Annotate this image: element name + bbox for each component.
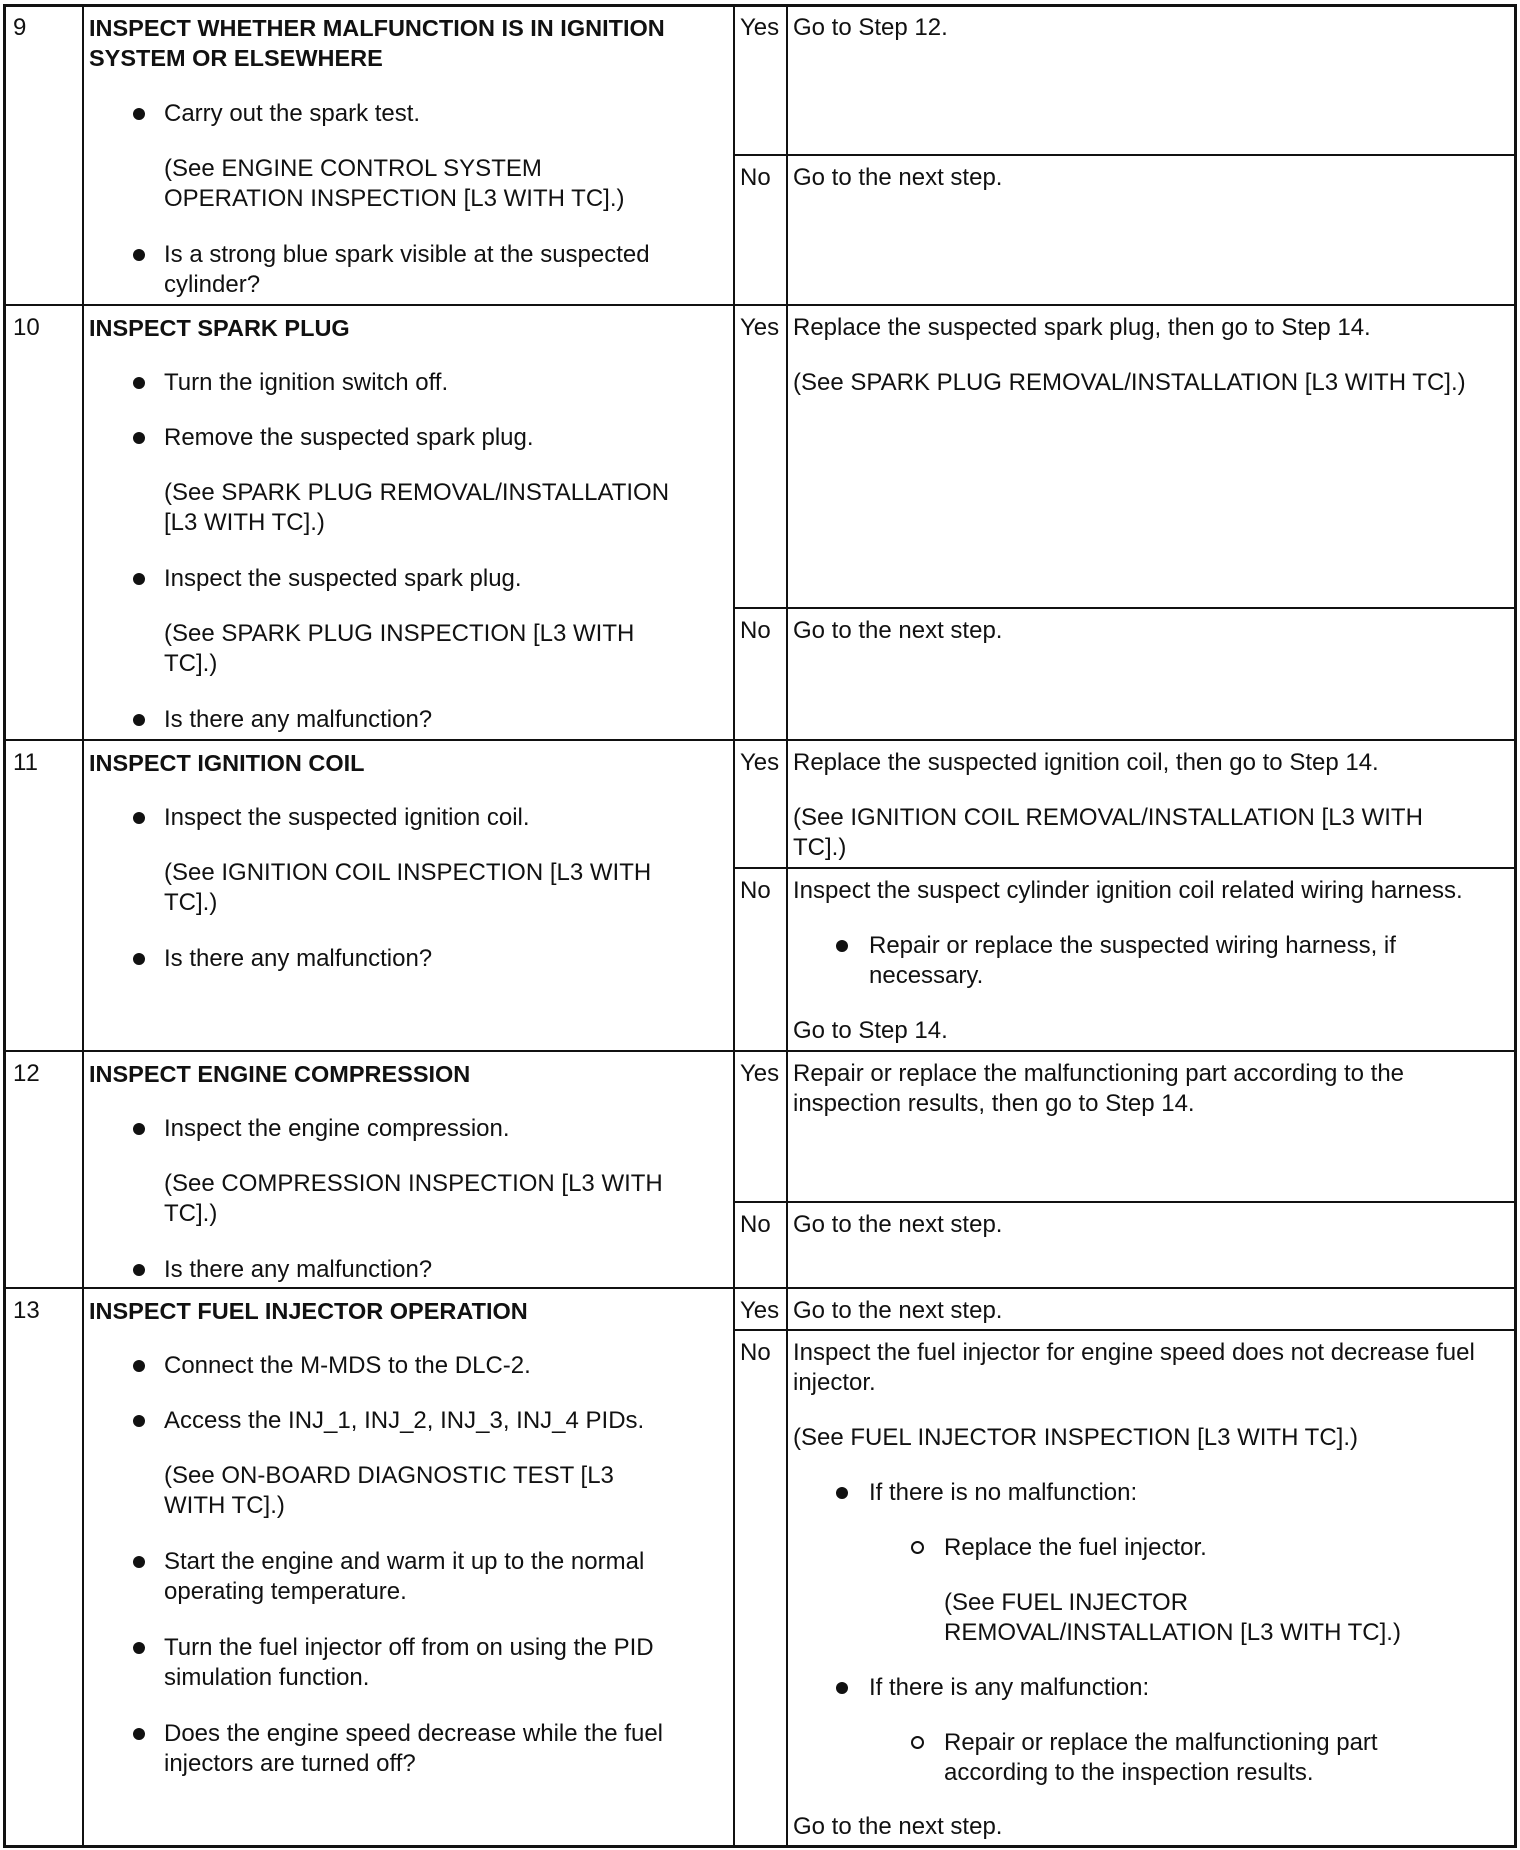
column-divider-instruction [733, 4, 735, 1847]
no-action: Go to the next step. [793, 1211, 1003, 1238]
instruction-text: Connect the M-MDS to the DLC-2. [164, 1352, 531, 1379]
reference-text: (See FUEL INJECTOR INSPECTION [L3 WITH TC].) [793, 1424, 1358, 1451]
bullet-icon [133, 1728, 145, 1740]
bullet-icon [133, 377, 145, 389]
no-label: No [740, 617, 771, 644]
instruction-text: Is a strong blue spark visible at the suspected [164, 241, 650, 268]
instruction-text: Inspect the suspected ignition coil. [164, 804, 530, 831]
no-action: If there is no malfunction: [869, 1479, 1138, 1506]
instruction-text: operating temperature. [164, 1578, 407, 1605]
instruction-text: Access the INJ_1, INJ_2, INJ_3, INJ_4 PIDs. [164, 1407, 645, 1434]
reference-text: [L3 WITH TC].) [164, 509, 325, 536]
no-action: Go to Step 14. [793, 1017, 948, 1044]
bullet-icon [133, 1556, 145, 1568]
step-title: INSPECT WHETHER MALFUNCTION IS IN IGNITION [89, 15, 665, 41]
row-divider [3, 1287, 1517, 1289]
reference-text: OPERATION INSPECTION [L3 WITH TC].) [164, 185, 625, 212]
yes-action: Go to the next step. [793, 1297, 1003, 1324]
reference-text: TC].) [164, 889, 218, 916]
bullet-icon [133, 1415, 145, 1427]
no-action: Go to the next step. [793, 164, 1003, 191]
no-action: Go to the next step. [793, 617, 1003, 644]
no-action: If there is any malfunction: [869, 1674, 1150, 1701]
instruction-text: Inspect the suspected spark plug. [164, 565, 522, 592]
step-number: 11 [13, 749, 38, 776]
reference-text: (See SPARK PLUG REMOVAL/INSTALLATION [L3 WITH TC].) [793, 369, 1466, 396]
reference-text: REMOVAL/INSTALLATION [L3 WITH TC].) [944, 1619, 1401, 1646]
instruction-text: Remove the suspected spark plug. [164, 424, 534, 451]
table-border-top [3, 4, 1517, 7]
no-action: Inspect the fuel injector for engine speed does not decrease fuel [793, 1339, 1475, 1366]
step-number: 10 [13, 314, 40, 341]
no-label: No [740, 877, 771, 904]
yes-no-divider [733, 867, 1517, 869]
step-number: 12 [13, 1060, 40, 1087]
sub-bullet-icon [911, 1541, 924, 1554]
yes-label: Yes [740, 1060, 780, 1087]
yes-action: Go to Step 12. [793, 14, 948, 41]
no-action: Go to the next step. [793, 1813, 1003, 1840]
bullet-icon [133, 1264, 145, 1276]
yes-action: Repair or replace the malfunctioning part according to the [793, 1060, 1405, 1087]
instruction-text: cylinder? [164, 271, 261, 298]
bullet-icon [133, 573, 145, 585]
column-divider-step [82, 4, 84, 1847]
reference-text: (See SPARK PLUG INSPECTION [L3 WITH [164, 620, 635, 647]
no-label: No [740, 164, 771, 191]
instruction-text: Turn the ignition switch off. [164, 369, 449, 396]
row-divider [3, 1050, 1517, 1052]
bullet-icon [133, 953, 145, 965]
table-border-left [3, 4, 6, 1847]
sub-bullet-icon [911, 1736, 924, 1749]
yes-no-divider [733, 1201, 1517, 1203]
yes-label: Yes [740, 749, 780, 776]
bullet-icon [133, 249, 145, 261]
step-number: 13 [13, 1297, 40, 1324]
reference-text: (See COMPRESSION INSPECTION [L3 WITH [164, 1170, 663, 1197]
bullet-icon [133, 812, 145, 824]
instruction-text: Inspect the engine compression. [164, 1115, 510, 1142]
no-action: according to the inspection results. [944, 1759, 1314, 1786]
bullet-icon [133, 1123, 145, 1135]
column-divider-answer [786, 4, 788, 1847]
step-title: INSPECT ENGINE COMPRESSION [89, 1061, 471, 1087]
step-title: INSPECT IGNITION COIL [89, 750, 365, 776]
yes-action: inspection results, then go to Step 14. [793, 1090, 1195, 1117]
step-number: 9 [13, 14, 27, 41]
yes-action: Replace the suspected spark plug, then go to Step 14. [793, 314, 1371, 341]
no-label: No [740, 1339, 771, 1366]
instruction-text: Is there any malfunction? [164, 706, 433, 733]
reference-text: TC].) [164, 650, 218, 677]
no-action: Replace the fuel injector. [944, 1534, 1207, 1561]
no-action: necessary. [869, 962, 984, 989]
yes-label: Yes [740, 1297, 780, 1324]
instruction-text: Carry out the spark test. [164, 100, 421, 127]
step-title: INSPECT SPARK PLUG [89, 315, 350, 341]
bullet-icon [133, 1642, 145, 1654]
reference-text: (See IGNITION COIL REMOVAL/INSTALLATION [L3 WITH [793, 804, 1423, 831]
reference-text: (See SPARK PLUG REMOVAL/INSTALLATION [164, 479, 670, 506]
reference-text: (See IGNITION COIL INSPECTION [L3 WITH [164, 859, 652, 886]
yes-action: Replace the suspected ignition coil, then go to Step 14. [793, 749, 1379, 776]
bullet-icon [133, 714, 145, 726]
bullet-icon [836, 1682, 848, 1694]
step-title: INSPECT FUEL INJECTOR OPERATION [89, 1298, 528, 1324]
instruction-text: simulation function. [164, 1664, 370, 1691]
instruction-text: Turn the fuel injector off from on using the PID [164, 1634, 654, 1661]
reference-text: TC].) [793, 834, 847, 861]
table-border-right [1514, 4, 1517, 1847]
yes-no-divider [733, 154, 1517, 156]
no-action: injector. [793, 1369, 876, 1396]
yes-no-divider [733, 1329, 1517, 1331]
reference-text: WITH TC].) [164, 1492, 285, 1519]
bullet-icon [133, 432, 145, 444]
bullet-icon [133, 1360, 145, 1372]
no-action: Repair or replace the malfunctioning part [944, 1729, 1378, 1756]
instruction-text: Is there any malfunction? [164, 1256, 433, 1283]
reference-text: TC].) [164, 1200, 218, 1227]
reference-text: (See ON-BOARD DIAGNOSTIC TEST [L3 [164, 1462, 614, 1489]
instruction-text: Is there any malfunction? [164, 945, 433, 972]
bullet-icon [836, 1487, 848, 1499]
step-title: SYSTEM OR ELSEWHERE [89, 45, 383, 71]
yes-label: Yes [740, 14, 780, 41]
no-label: No [740, 1211, 771, 1238]
bullet-icon [836, 940, 848, 952]
instruction-text: Does the engine speed decrease while the fuel [164, 1720, 664, 1747]
no-action: Repair or replace the suspected wiring harness, if [869, 932, 1396, 959]
instruction-text: Start the engine and warm it up to the normal [164, 1548, 645, 1575]
reference-text: (See ENGINE CONTROL SYSTEM [164, 155, 542, 182]
row-divider [3, 304, 1517, 306]
yes-no-divider [733, 607, 1517, 609]
instruction-text: injectors are turned off? [164, 1750, 416, 1777]
no-action: Inspect the suspect cylinder ignition coil related wiring harness. [793, 877, 1463, 904]
yes-label: Yes [740, 314, 780, 341]
row-divider [3, 739, 1517, 741]
table-border-bottom [3, 1845, 1517, 1848]
reference-text: (See FUEL INJECTOR [944, 1589, 1189, 1616]
bullet-icon [133, 108, 145, 120]
